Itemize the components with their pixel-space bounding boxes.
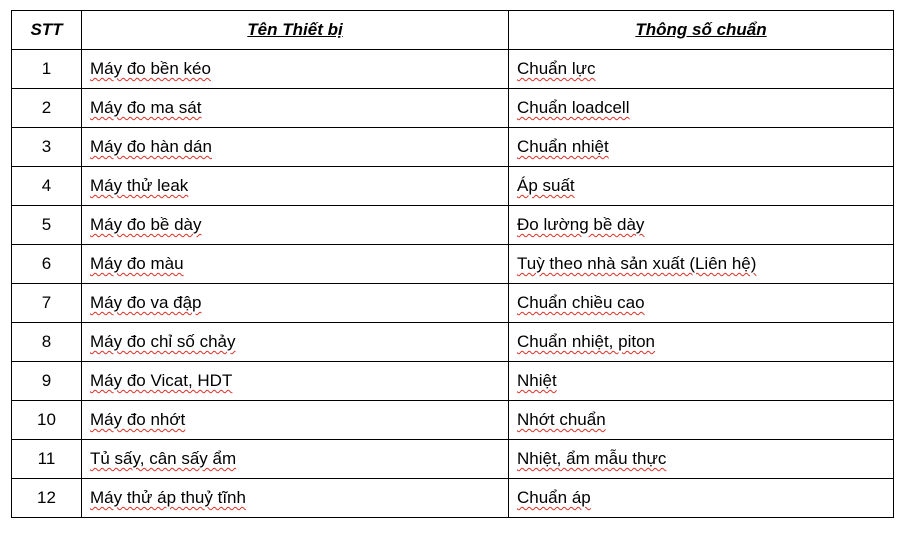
standard-spec: Chuẩn lực <box>509 50 894 89</box>
equipment-name: Máy đo bền kéo <box>82 50 509 89</box>
row-number: 5 <box>12 206 82 245</box>
table-row <box>12 284 894 323</box>
table-row <box>12 128 894 167</box>
table-header-row <box>12 11 894 50</box>
standard-spec: Áp suất <box>509 167 894 206</box>
table-row <box>12 206 894 245</box>
standard-spec: Chuẩn nhiệt, piton <box>509 323 894 362</box>
table-row <box>12 245 894 284</box>
table-row <box>12 479 894 518</box>
equipment-name: Máy đo chỉ số chảy <box>82 323 509 362</box>
row-number: 7 <box>12 284 82 323</box>
standard-spec: Nhiệt, ẩm mẫu thực <box>509 440 894 479</box>
column-header-stt: STT <box>12 11 82 50</box>
table-row <box>12 401 894 440</box>
row-number: 2 <box>12 89 82 128</box>
table-row <box>12 50 894 89</box>
row-number: 4 <box>12 167 82 206</box>
equipment-name: Máy thử áp thuỷ tĩnh <box>82 479 509 518</box>
equipment-name: Máy đo nhớt <box>82 401 509 440</box>
equipment-name: Máy đo màu <box>82 245 509 284</box>
row-number: 6 <box>12 245 82 284</box>
row-number: 12 <box>12 479 82 518</box>
equipment-name: Máy đo Vicat, HDT <box>82 362 509 401</box>
standard-spec: Chuẩn chiều cao <box>509 284 894 323</box>
standard-spec: Chuẩn nhiệt <box>509 128 894 167</box>
standard-spec: Đo lường bề dày <box>509 206 894 245</box>
table-row <box>12 323 894 362</box>
equipment-name: Máy đo hàn dán <box>82 128 509 167</box>
standard-spec: Chuẩn loadcell <box>509 89 894 128</box>
row-number: 11 <box>12 440 82 479</box>
table-row <box>12 440 894 479</box>
row-number: 9 <box>12 362 82 401</box>
equipment-name: Tủ sấy, cân sấy ẩm <box>82 440 509 479</box>
table-row <box>12 89 894 128</box>
standard-spec: Tuỳ theo nhà sản xuất (Liên hệ) <box>509 245 894 284</box>
row-number: 3 <box>12 128 82 167</box>
equipment-name: Máy đo bề dày <box>82 206 509 245</box>
equipment-table-container <box>11 10 893 518</box>
equipment-name: Máy đo ma sát <box>82 89 509 128</box>
row-number: 1 <box>12 50 82 89</box>
table-row <box>12 362 894 401</box>
column-header-equipment-name: Tên Thiết bị <box>82 11 509 50</box>
equipment-name: Máy đo va đập <box>82 284 509 323</box>
standard-spec: Nhớt chuẩn <box>509 401 894 440</box>
equipment-table <box>11 10 894 518</box>
standard-spec: Nhiệt <box>509 362 894 401</box>
table-row <box>12 167 894 206</box>
row-number: 10 <box>12 401 82 440</box>
column-header-standard-spec: Thông số chuẩn <box>509 11 894 50</box>
row-number: 8 <box>12 323 82 362</box>
standard-spec: Chuẩn áp <box>509 479 894 518</box>
equipment-name: Máy thử leak <box>82 167 509 206</box>
